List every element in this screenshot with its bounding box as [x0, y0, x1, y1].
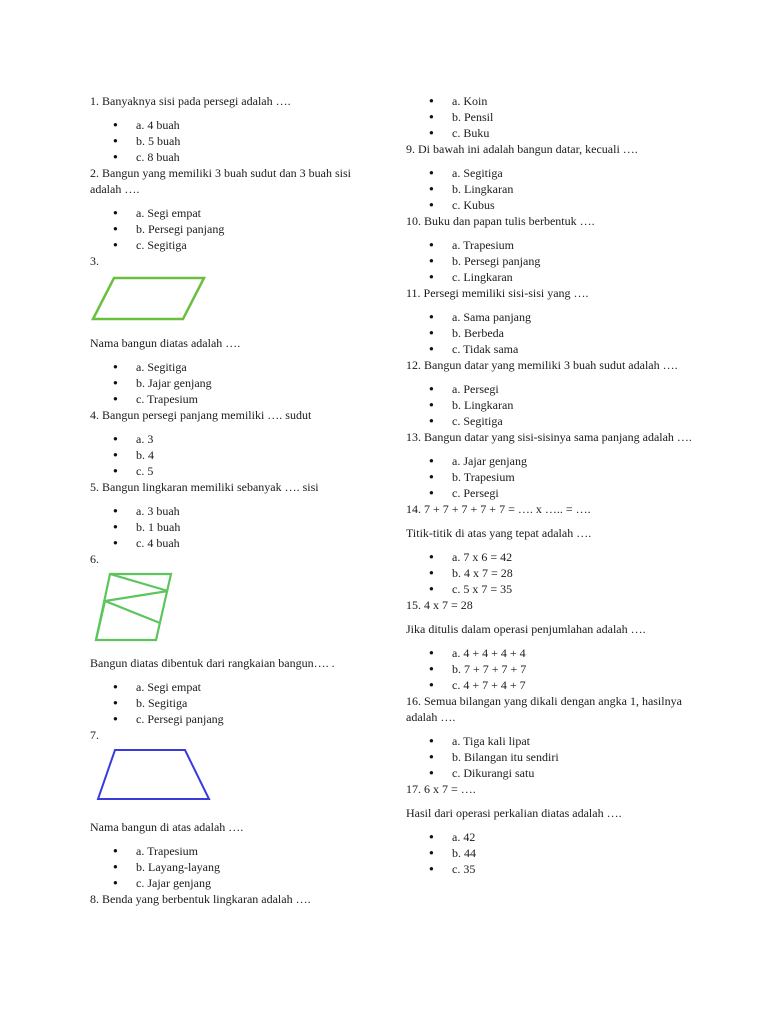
question-3: Nama bangun diatas adalah ….	[90, 336, 241, 350]
options-10	[406, 237, 696, 285]
question-5: 5. Bangun lingkaran memiliki sebanyak …. sisi	[90, 480, 319, 494]
question-1: 1. Banyaknya sisi pada persegi adalah ….	[90, 94, 291, 108]
option: ● a. 4 buah	[90, 117, 360, 133]
option: ● c. 8 buah	[90, 149, 360, 165]
option: ● a. Sama panjang	[406, 309, 696, 325]
option: ● b. Pensil	[406, 109, 696, 125]
option: ● c. 4 + 7 + 4 + 7	[406, 677, 696, 693]
option: ● a. Segitiga	[406, 165, 696, 181]
parallelogram-figure	[90, 275, 210, 323]
options-5	[90, 503, 360, 551]
option: ● c. Trapesium	[90, 391, 360, 407]
option: ● b. Jajar genjang	[90, 375, 360, 391]
option: ● a. Koin	[406, 93, 696, 109]
question-17-sub: Hasil dari operasi perkalian diatas adalah ….	[406, 806, 622, 820]
options-15	[406, 645, 696, 693]
option: ● c. 5 x 7 = 35	[406, 581, 696, 597]
question-14-sub: Titik-titik di atas yang tepat adalah ….	[406, 526, 592, 540]
composite-triangles-figure	[93, 571, 183, 645]
option: ● a. 7 x 6 = 42	[406, 549, 696, 565]
composite-line	[110, 574, 168, 591]
option: ● b. 44	[406, 845, 696, 861]
options-8	[406, 93, 696, 141]
options-14	[406, 549, 696, 597]
trapezoid-shape	[98, 750, 209, 799]
option: ● b. 4 x 7 = 28	[406, 565, 696, 581]
parallelogram-shape	[93, 278, 204, 319]
question-14: 14. 7 + 7 + 7 + 7 + 7 = …. x ….. = ….	[406, 502, 591, 516]
option: ● b. 5 buah	[90, 133, 360, 149]
composite-outline	[96, 574, 171, 640]
option: ● c. Tidak sama	[406, 341, 696, 357]
option: ● c. Jajar genjang	[90, 875, 360, 891]
option: ● c. Persegi	[406, 485, 696, 501]
question-11: 11. Persegi memiliki sisi-sisi yang ….	[406, 286, 589, 300]
option: ● b. Persegi panjang	[90, 221, 360, 237]
option: ● b. Persegi panjang	[406, 253, 696, 269]
question-7: Nama bangun di atas adalah ….	[90, 820, 244, 834]
option: ● b. Bilangan itu sendiri	[406, 749, 696, 765]
options-12	[406, 381, 696, 429]
question-6-number: 6.	[90, 552, 99, 566]
option: ● a. Segi empat	[90, 205, 360, 221]
option: ● a. 3 buah	[90, 503, 360, 519]
question-15-sub: Jika ditulis dalam operasi penjumlahan adalah ….	[406, 622, 646, 636]
question-8: 8. Benda yang berbentuk lingkaran adalah ….	[90, 892, 311, 906]
option: ● c. 35	[406, 861, 696, 877]
composite-line	[105, 591, 168, 601]
question-17: 17. 6 x 7 = ….	[406, 782, 476, 796]
options-1	[90, 117, 360, 165]
options-11	[406, 309, 696, 357]
options-17	[406, 829, 696, 877]
composite-line	[96, 601, 105, 640]
right-column	[406, 93, 696, 877]
option: ● a. Segitiga	[90, 359, 360, 375]
option: ● c. Kubus	[406, 197, 696, 213]
option: ● b. Lingkaran	[406, 181, 696, 197]
option: ● a. Trapesium	[90, 843, 360, 859]
options-3	[90, 359, 360, 407]
option: ● a. 3	[90, 431, 360, 447]
option: ● c. 5	[90, 463, 360, 479]
options-9	[406, 165, 696, 213]
option: ● b. 7 + 7 + 7 + 7	[406, 661, 696, 677]
options-4	[90, 431, 360, 479]
option: ● c. Segitiga	[90, 237, 360, 253]
options-7	[90, 843, 360, 891]
option: ● a. Persegi	[406, 381, 696, 397]
option: ● a. Trapesium	[406, 237, 696, 253]
question-15: 15. 4 x 7 = 28	[406, 598, 473, 612]
question-6: Bangun diatas dibentuk dari rangkaian bangun…. .	[90, 656, 335, 670]
option: ● b. Trapesium	[406, 469, 696, 485]
option: ● a. 42	[406, 829, 696, 845]
option: ● a. Segi empat	[90, 679, 360, 695]
option: ● c. Segitiga	[406, 413, 696, 429]
left-column	[90, 93, 360, 907]
option: ● b. Layang-layang	[90, 859, 360, 875]
options-6	[90, 679, 360, 727]
question-16: 16. Semua bilangan yang dikali dengan angka 1, hasilnya adalah ….	[406, 694, 682, 724]
trapezoid-figure	[95, 747, 215, 803]
question-12: 12. Bangun datar yang memiliki 3 buah sudut adalah ….	[406, 358, 678, 372]
option: ● c. Buku	[406, 125, 696, 141]
option: ● b. Segitiga	[90, 695, 360, 711]
option: ● b. 1 buah	[90, 519, 360, 535]
question-4: 4. Bangun persegi panjang memiliki …. sudut	[90, 408, 312, 422]
option: ● b. Berbeda	[406, 325, 696, 341]
option: ● c. Lingkaran	[406, 269, 696, 285]
options-13	[406, 453, 696, 501]
option: ● b. Lingkaran	[406, 397, 696, 413]
option: ● a. Jajar genjang	[406, 453, 696, 469]
options-16	[406, 733, 696, 781]
question-10: 10. Buku dan papan tulis berbentuk ….	[406, 214, 595, 228]
option: ● c. Dikurangi satu	[406, 765, 696, 781]
question-9: 9. Di bawah ini adalah bangun datar, kecuali ….	[406, 142, 638, 156]
option: ● a. Tiga kali lipat	[406, 733, 696, 749]
composite-line	[105, 601, 160, 623]
options-2	[90, 205, 360, 253]
option: ● c. Persegi panjang	[90, 711, 360, 727]
question-3-number: 3.	[90, 254, 99, 268]
question-7-number: 7.	[90, 728, 99, 742]
option: ● a. 4 + 4 + 4 + 4	[406, 645, 696, 661]
option: ● b. 4	[90, 447, 360, 463]
question-13: 13. Bangun datar yang sisi-sisinya sama panjang adalah ….	[406, 430, 692, 444]
question-2: 2. Bangun yang memiliki 3 buah sudut dan 3 buah sisi adalah ….	[90, 166, 351, 196]
option: ● c. 4 buah	[90, 535, 360, 551]
